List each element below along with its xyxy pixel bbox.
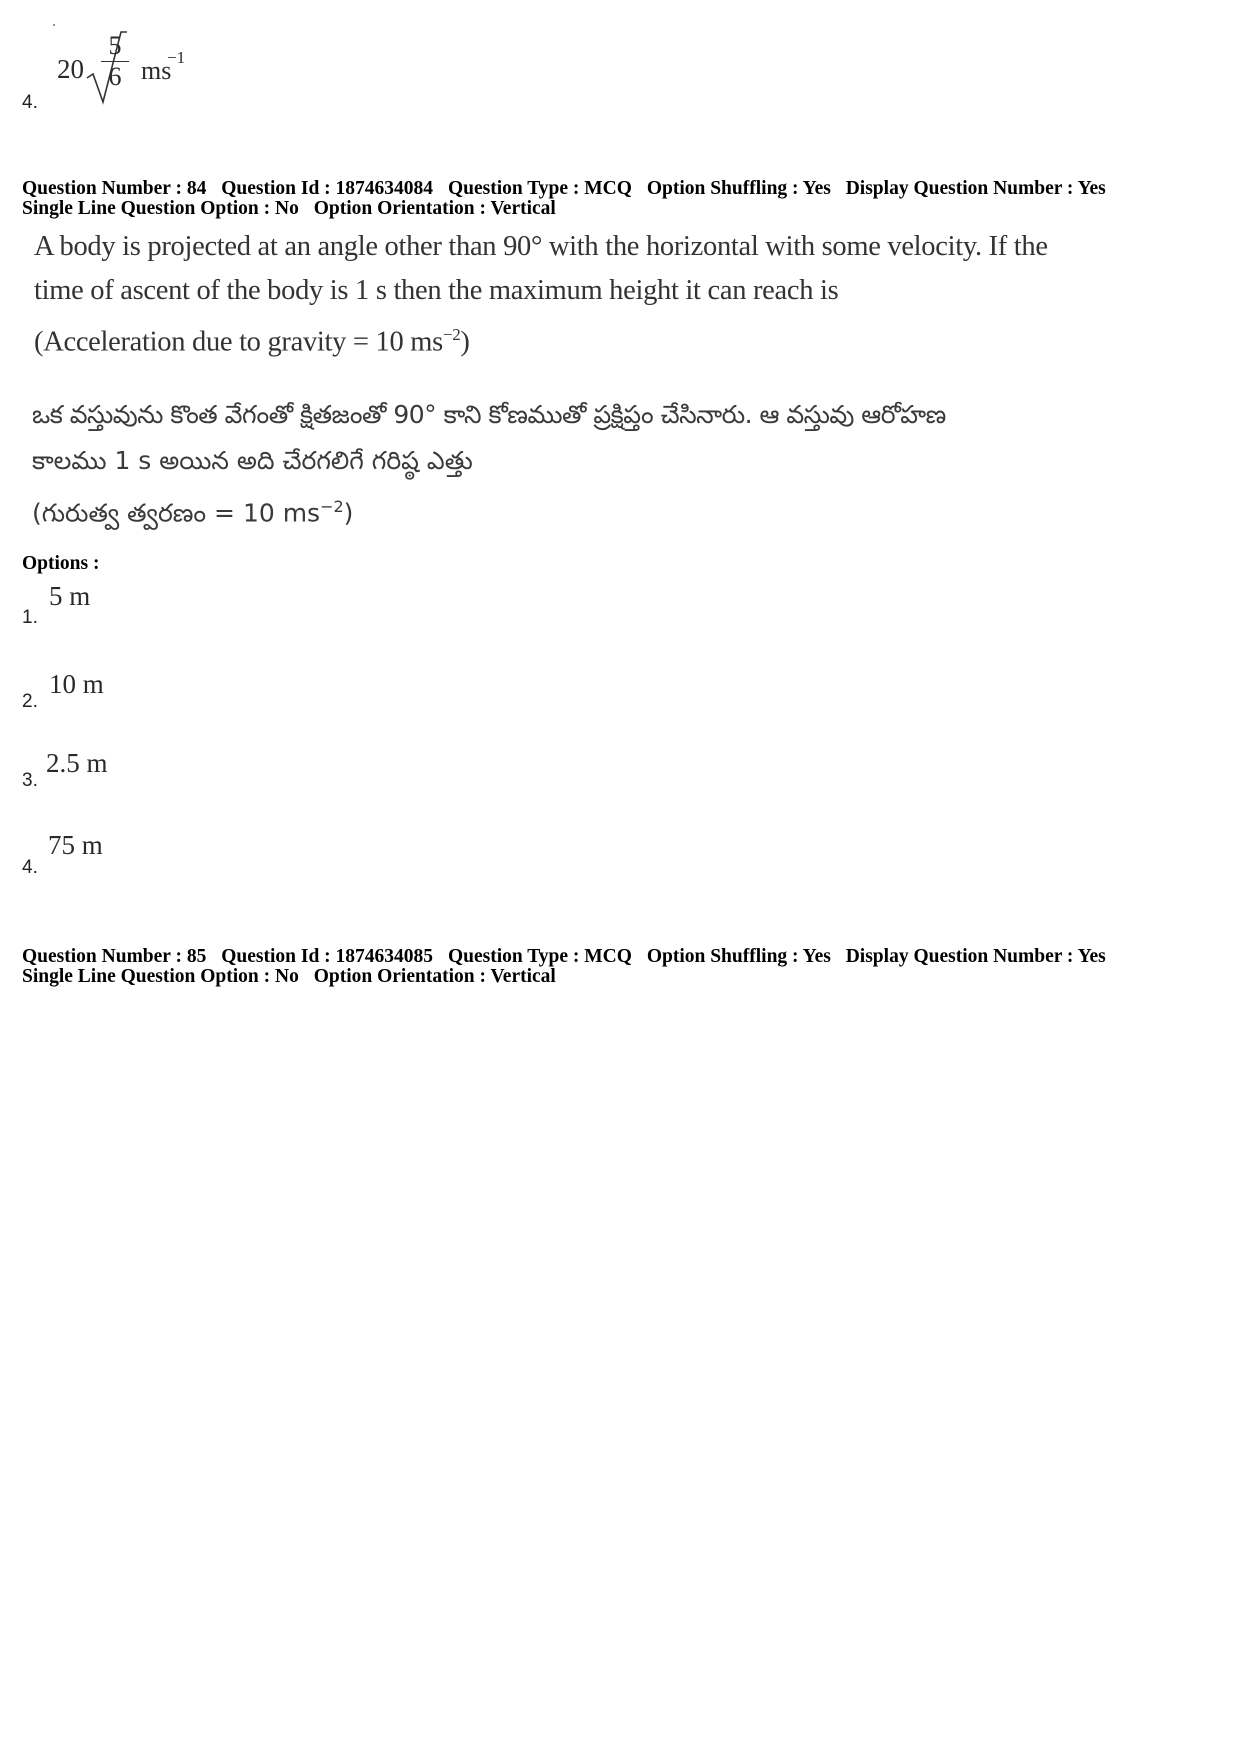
formula-fraction (101, 32, 129, 91)
q84-option-3-value[interactable]: 2.5 m (46, 748, 108, 778)
q84-english-line-1: A body is projected at an angle other than 90° with the horizontal with some velocity. If the (34, 231, 1048, 262)
q84-question-number: Question Number : 84 (22, 178, 207, 199)
prev-option-4-number: 4. (22, 92, 38, 113)
q84-question-type: Question Type : MCQ (447, 178, 632, 199)
q84-option-1-value[interactable]: 5 m (49, 581, 91, 611)
stray-mark (53, 24, 55, 26)
formula-exponent: −1 (167, 48, 186, 67)
q84-options-label: Options : (22, 553, 100, 574)
q84-meta-line1 (22, 178, 1116, 199)
q85-option-orientation: Option Orientation : Vertical (313, 966, 556, 987)
q84-display-question-number: Display Question Number : Yes (845, 178, 1106, 199)
q85-question-id: Question Id : 1874634085 (221, 946, 434, 967)
fraction-numerator: 5 (108, 31, 122, 60)
q84-question-id: Question Id : 1874634084 (221, 178, 434, 199)
q84-option-4-number: 4. (22, 857, 38, 878)
q85-meta-line2 (22, 966, 566, 987)
q84-meta-line2 (22, 198, 566, 219)
q85-question-number: Question Number : 85 (22, 946, 207, 967)
formula-coefficient: 20 (57, 54, 84, 84)
q84-english-line-3: (Acceleration due to gravity = 10 $ms^{-2}$) (34, 325, 470, 358)
q84-single-line-option: Single Line Question Option : No (22, 198, 299, 219)
q84-option-orientation: Option Orientation : Vertical (313, 198, 556, 219)
q85-meta-line1 (22, 946, 1116, 967)
q84-option-shuffling: Option Shuffling : Yes (646, 178, 831, 199)
q84-telugu-text (32, 392, 946, 536)
q85-option-shuffling: Option Shuffling : Yes (646, 946, 831, 967)
q84-option-2-value[interactable]: 10 m (49, 669, 104, 699)
q85-single-line-option: Single Line Question Option : No (22, 966, 299, 987)
q84-english-text (34, 225, 1048, 365)
q84-telugu-line-3: (గురుత్వ త్వరణం = 10 $ms^{-2}$) (32, 497, 354, 528)
q84-option-1-number: 1. (22, 607, 38, 628)
q85-question-type: Question Type : MCQ (447, 946, 632, 967)
q84-option-3-number: 3. (22, 770, 38, 791)
fraction-denominator: 6 (108, 62, 122, 91)
formula-unit: ms (141, 56, 172, 85)
q84-telugu-exponent: −2 (320, 497, 344, 516)
q84-option-4-value[interactable]: 75 m (48, 830, 103, 860)
q84-english-exponent: −2 (442, 325, 461, 344)
q84-english-line-2: time of ascent of the body is 1 s then the maximum height it can reach is (34, 275, 839, 306)
q84-telugu-line-2: కాలము 1 s అయిన అది చేరగలిగే గరిష్ఠ ఎత్తు (32, 446, 473, 475)
q84-telugu-line-1: ఒక వస్తువును కొంత వేగంతో క్షితజంతో 90° కాని కోణముతో ప్రక్షిప్తం చేసినారు. ఆ వస్తువు ఆరోహణ (32, 400, 946, 429)
q84-option-2-number: 2. (22, 691, 38, 712)
q85-display-question-number: Display Question Number : Yes (845, 946, 1106, 967)
